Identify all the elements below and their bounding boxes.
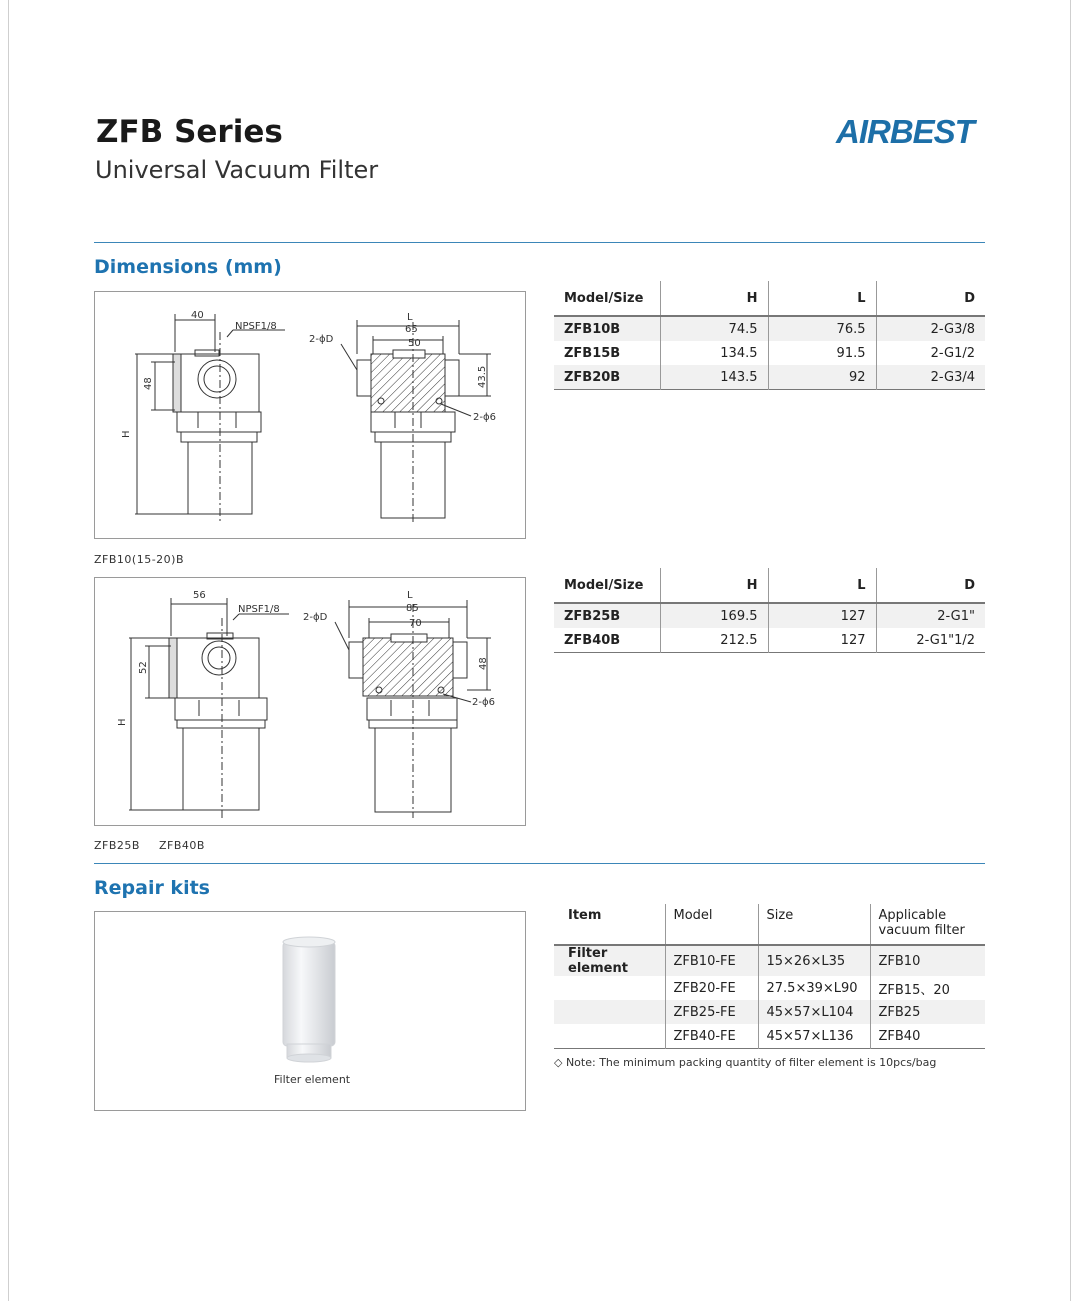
dim-40: 40	[191, 310, 204, 321]
table-row	[554, 1024, 985, 1049]
dim-h: H	[117, 718, 128, 726]
cell-model: ZFB15B	[564, 345, 621, 361]
technical-drawing-zfb10-20	[95, 292, 525, 538]
section-rule-repair-kits	[94, 863, 985, 864]
cell-size: 45×57×L104	[758, 1000, 870, 1024]
page-title: ZFB Series	[96, 114, 283, 150]
col-header-d: D	[876, 568, 985, 603]
col-header-model: Model/Size	[564, 290, 644, 306]
drawing-box-zfb10-20	[94, 291, 526, 539]
label-2-phi-6: 2-ϕ6	[472, 697, 495, 708]
cell-applicable: ZFB10	[870, 945, 985, 976]
cell-d: 2-G1"1/2	[876, 628, 985, 653]
col-header-applicable-line1: Applicable	[878, 908, 947, 923]
drawing-caption-2b: ZFB40B	[159, 839, 205, 852]
dim-l: L	[407, 590, 413, 601]
cell-h: 134.5	[660, 341, 768, 365]
cell-h: 143.5	[660, 365, 768, 390]
filter-element-image	[281, 936, 337, 1066]
col-header-h: H	[660, 568, 768, 603]
dim-56: 56	[193, 590, 206, 601]
col-header-model: Model	[665, 904, 758, 945]
page-border-right	[1070, 0, 1071, 1301]
col-header-item: Item	[568, 908, 602, 923]
cell-item	[554, 1024, 665, 1049]
section-title-repair-kits: Repair kits	[94, 877, 210, 899]
cell-h: 169.5	[660, 603, 768, 628]
col-header-l: L	[768, 568, 876, 603]
label-2-phi-6: 2-ϕ6	[473, 412, 496, 423]
cell-size: 27.5×39×L90	[758, 976, 870, 1000]
cell-applicable: ZFB25	[870, 1000, 985, 1024]
filter-element-label: Filter element	[274, 1073, 351, 1086]
section-rule-dimensions	[94, 242, 985, 243]
table-row	[554, 603, 985, 628]
dim-50: 50	[408, 338, 421, 349]
dim-43-5: 43.5	[477, 365, 488, 388]
cell-applicable: ZFB15、20	[870, 976, 985, 1000]
dim-l: L	[407, 312, 413, 323]
technical-drawing-zfb25-40	[95, 578, 525, 825]
label-npsf: NPSF1/8	[235, 321, 277, 332]
cell-d: 2-G3/4	[876, 365, 985, 390]
brand-logo: AIRBEST	[836, 113, 974, 150]
table-row	[554, 341, 985, 365]
cell-h: 74.5	[660, 316, 768, 341]
cell-model: ZFB25B	[554, 603, 660, 628]
col-header-applicable	[870, 904, 985, 945]
table-row	[554, 365, 985, 390]
col-header-size: Size	[758, 904, 870, 945]
dim-65: 65	[405, 324, 418, 335]
cell-l: 92	[768, 365, 876, 390]
cell-model: ZFB40-FE	[665, 1024, 758, 1049]
repair-kit-image-box	[94, 911, 526, 1111]
cell-item	[554, 1000, 665, 1024]
cell-model: ZFB10-FE	[665, 945, 758, 976]
cell-d: 2-G1"	[876, 603, 985, 628]
table-row	[554, 1000, 985, 1024]
col-header-l: L	[768, 281, 876, 316]
cell-model: ZFB40B	[564, 632, 621, 648]
page-subtitle: Universal Vacuum Filter	[95, 156, 379, 184]
dim-70: 70	[409, 618, 422, 629]
label-npsf: NPSF1/8	[238, 604, 280, 615]
drawing-caption-2a: ZFB25B	[94, 839, 140, 852]
table-row	[554, 976, 985, 1000]
cell-d: 2-G1/2	[876, 341, 985, 365]
cell-model: ZFB10B	[554, 316, 660, 341]
repair-kit-table	[554, 904, 985, 1049]
dim-85: 85	[406, 603, 419, 614]
drawing-caption-1: ZFB10(15-20)B	[94, 553, 184, 566]
dim-48: 48	[478, 657, 489, 670]
cell-d: 2-G3/8	[876, 316, 985, 341]
cell-applicable: ZFB40	[870, 1024, 985, 1049]
table-row	[554, 628, 985, 653]
cell-l: 127	[768, 603, 876, 628]
col-header-d: D	[876, 281, 985, 316]
dimension-table-1	[554, 281, 985, 390]
cell-model: ZFB20-FE	[665, 976, 758, 1000]
cell-model: ZFB20B	[554, 365, 660, 390]
cell-size: 45×57×L136	[758, 1024, 870, 1049]
packing-note: ◇ Note: The minimum packing quantity of filter element is 10pcs/bag	[554, 1056, 937, 1069]
label-2-phi-d: 2-ϕD	[303, 612, 328, 623]
dim-h: H	[121, 430, 132, 438]
label-2-phi-d: 2-ϕD	[309, 334, 334, 345]
cell-l: 91.5	[768, 341, 876, 365]
cell-item	[554, 976, 665, 1000]
drawing-box-zfb25-40	[94, 577, 526, 826]
dimension-table-2	[554, 568, 985, 653]
cell-model: ZFB25-FE	[665, 1000, 758, 1024]
table-row	[554, 945, 985, 976]
col-header-model: Model/Size	[564, 577, 644, 593]
table-row	[554, 316, 985, 341]
section-title-dimensions: Dimensions (mm)	[94, 256, 282, 278]
dim-48: 48	[143, 377, 154, 390]
col-header-applicable-line2: vacuum filter	[878, 923, 965, 938]
cell-h: 212.5	[660, 628, 768, 653]
page-border-left	[8, 0, 9, 1301]
cell-l: 127	[768, 628, 876, 653]
dim-52: 52	[138, 661, 149, 674]
cell-size: 15×26×L35	[758, 945, 870, 976]
col-header-h: H	[660, 281, 768, 316]
cell-item: Filter element	[554, 945, 665, 976]
cell-l: 76.5	[768, 316, 876, 341]
